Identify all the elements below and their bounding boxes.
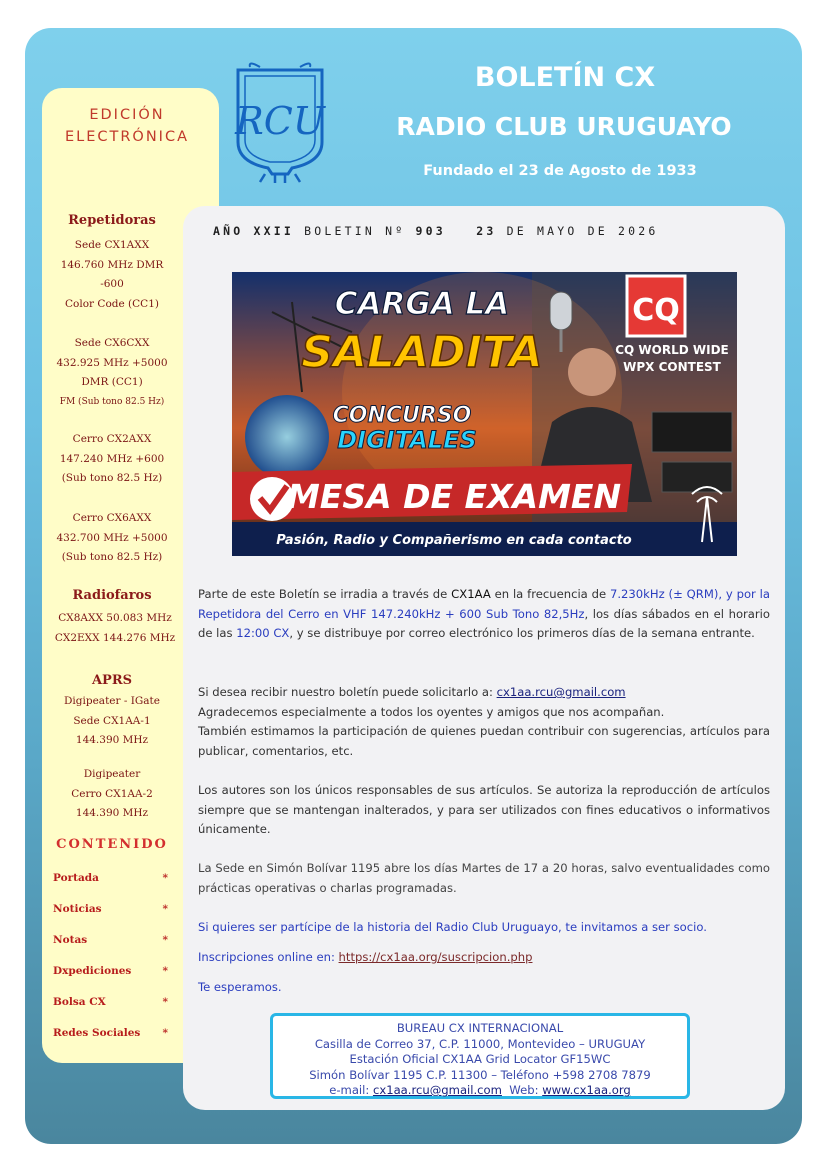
logo-monogram: RCU <box>235 99 325 143</box>
repeater-line: 432.700 MHz +5000 <box>56 531 168 544</box>
time-text: 12:00 CX <box>236 626 290 640</box>
aprs-2 <box>42 765 182 824</box>
intro-paragraph <box>198 585 770 644</box>
cq-badge-text: CQ <box>632 293 680 328</box>
toc-item-notas[interactable] <box>53 934 168 946</box>
banner-line-2: SALADITA <box>301 327 543 378</box>
aprs-line: Sede CX1AA-1 <box>73 714 151 727</box>
repeaters-title: Repetidoras <box>68 213 156 228</box>
bureau-phone: Simón Bolívar 1195 C.P. 11300 – Teléfono +598 2708 7879 <box>309 1067 651 1082</box>
email-link[interactable]: cx1aa.rcu@gmail.com <box>496 685 626 699</box>
repeater-line: -600 <box>100 278 124 290</box>
issue-line <box>213 224 658 238</box>
bulletin-title: BOLETÍN CX <box>474 62 656 93</box>
repeater-line: DMR (CC1) <box>81 376 143 388</box>
web-label: Web: <box>501 1083 543 1097</box>
callsign: CX1AA <box>451 587 491 601</box>
text-run: Parte de este Boletín se irradia a través de <box>198 587 452 601</box>
bureau-station: Estación Oficial CX1AA Grid Locator GF15WC <box>349 1052 611 1066</box>
issue-number: 903 <box>415 224 446 238</box>
repeater-2 <box>42 334 182 412</box>
signup-line <box>198 948 770 968</box>
banner-line-1: CARGA LA <box>334 286 510 322</box>
toc-item-dxpediciones[interactable] <box>53 965 168 977</box>
text-run: , los días sábados en el horario de las <box>198 606 770 640</box>
signup-label: Inscripciones online en: <box>198 950 339 964</box>
aprs-line: Digipeater - IGate <box>64 695 160 707</box>
toc-marker: * <box>162 903 168 915</box>
edition-line-2: ELECTRÓNICA <box>64 129 190 145</box>
text-run: en la frecuencia de <box>490 587 610 601</box>
toc-marker: * <box>162 934 168 946</box>
membership-invite: Si quieres ser partícipe de la historia del Radio Club Uruguayo, te invitamos a ser socio. <box>198 920 707 934</box>
repeater-line: 432.925 MHz +5000 <box>56 356 168 369</box>
toc-marker: * <box>162 996 168 1008</box>
beacons-title: Radiofaros <box>72 588 152 603</box>
issue-day: 23 <box>476 224 497 238</box>
aprs-line: Cerro CX1AA-2 <box>71 787 153 800</box>
closing-line: Te esperamos. <box>198 980 282 994</box>
repeater-line: (Sub tono 82.5 Hz) <box>61 551 163 563</box>
toc-item-bolsa-cx[interactable] <box>53 996 168 1008</box>
thanks-line: Agradecemos especialmente a todos los oyentes y amigos que nos acompañan. <box>198 704 665 719</box>
edition-label <box>42 104 212 148</box>
beacon-line: CX2EXX 144.276 MHz <box>54 631 176 644</box>
toc-label: Dxpediciones <box>53 965 132 977</box>
toc-item-portada[interactable] <box>53 872 168 884</box>
beacon-line: CX8AXX 50.083 MHz <box>58 612 172 624</box>
banner-exam: MESA DE EXAMEN <box>286 477 622 516</box>
repeater-line: FM (Sub tono 82.5 Hz) <box>59 396 165 407</box>
email-label: e-mail: <box>329 1083 373 1097</box>
toc-item-noticias[interactable] <box>53 903 168 915</box>
cq-line-1: CQ WORLD WIDE <box>615 343 729 357</box>
toc-label: Notas <box>53 934 88 946</box>
subscribe-paragraph <box>198 683 770 761</box>
contribute-line: También estimamos la participación de quienes puedan contribuir con sugerencias, artículos para publicar, comentarios, etc. <box>198 724 770 758</box>
toc-marker: * <box>162 872 168 884</box>
text-run: Si desea recibir nuestro boletín puede solicitarlo a: <box>198 685 497 699</box>
cq-line-2: WPX CONTEST <box>623 360 721 374</box>
repeater-line: Cerro CX6AXX <box>72 512 152 524</box>
banner-contest-2: DIGITALES <box>337 426 477 454</box>
repeater-line: (Sub tono 82.5 Hz) <box>61 472 163 484</box>
issue-year: AÑO XXII <box>213 224 294 238</box>
club-name: RADIO CLUB URUGUAYO <box>396 112 732 141</box>
repeater-line: 147.240 MHz +600 <box>59 452 165 465</box>
repeater-line: Cerro CX2AXX <box>72 433 152 445</box>
toc-item-redes-sociales[interactable] <box>53 1027 168 1039</box>
bureau-box <box>270 1013 690 1099</box>
toc-label: Portada <box>53 872 99 884</box>
cover-banner <box>232 272 737 556</box>
toc-label: Bolsa CX <box>53 996 106 1008</box>
aprs-line: 144.390 MHz <box>75 807 149 819</box>
issue-number-label: Nº <box>385 224 406 238</box>
aprs-title: APRS <box>91 673 133 688</box>
issue-bulletin-label: BOLETIN <box>304 224 375 238</box>
banner-tagline: Pasión, Radio y Compañerismo en cada contacto <box>276 533 632 548</box>
banner-contest-1: CONCURSO <box>332 403 472 428</box>
repeater-3 <box>42 430 182 489</box>
text-run: , y se distribuye por correo electrónico los primeros días de la semana entrante. <box>289 626 755 640</box>
frequency-text: 7.230kHz (± QRM), y por la Repetidora del Cerro en VHF 147.240kHz + 600 Sub Tono 82,5Hz <box>198 587 771 621</box>
beacons-list <box>45 609 185 648</box>
opening-hours-paragraph: La Sede en Simón Bolívar 1195 abre los días Martes de 17 a 20 horas, salvo eventualidades como prácticas operativas o charlas programadas. <box>198 861 770 895</box>
repeater-line: Sede CX1AXX <box>74 239 150 251</box>
bureau-title: BUREAU CX INTERNACIONAL <box>396 1021 564 1035</box>
toc-marker: * <box>162 1027 168 1039</box>
repeater-line: 146.760 MHz DMR <box>60 258 164 271</box>
issue-date: DE MAYO DE 2026 <box>506 224 659 238</box>
aprs-1 <box>42 692 182 751</box>
contents-title: CONTENIDO <box>56 837 168 852</box>
aprs-line: 144.390 MHz <box>75 734 149 746</box>
edition-line-1: EDICIÓN <box>89 107 165 123</box>
repeater-4 <box>42 509 182 568</box>
authors-paragraph: Los autores son los únicos responsables de sus artículos. Se autoriza la reproducción de artículos siempre que se mantengan inalterados, y para ser utilizados con fines educativos o informativos únicamente. <box>198 783 770 836</box>
bureau-web-link[interactable]: www.cx1aa.org <box>542 1083 631 1097</box>
founded-line: Fundado el 23 de Agosto de 1933 <box>423 163 697 179</box>
repeater-line: Sede CX6CXX <box>74 337 150 349</box>
repeater-1 <box>42 236 182 314</box>
rcu-logo <box>230 62 330 184</box>
aprs-line: Digipeater <box>83 768 141 780</box>
bureau-email-link[interactable]: cx1aa.rcu@gmail.com <box>372 1083 502 1097</box>
bureau-address: Casilla de Correo 37, C.P. 11000, Montevideo – URUGUAY <box>314 1036 646 1051</box>
toc-label: Redes Sociales <box>53 1027 141 1039</box>
toc-label: Noticias <box>53 903 102 915</box>
toc-marker: * <box>162 965 168 977</box>
signup-link[interactable]: https://cx1aa.org/suscripcion.php <box>338 950 533 964</box>
repeater-line: Color Code (CC1) <box>65 297 159 310</box>
